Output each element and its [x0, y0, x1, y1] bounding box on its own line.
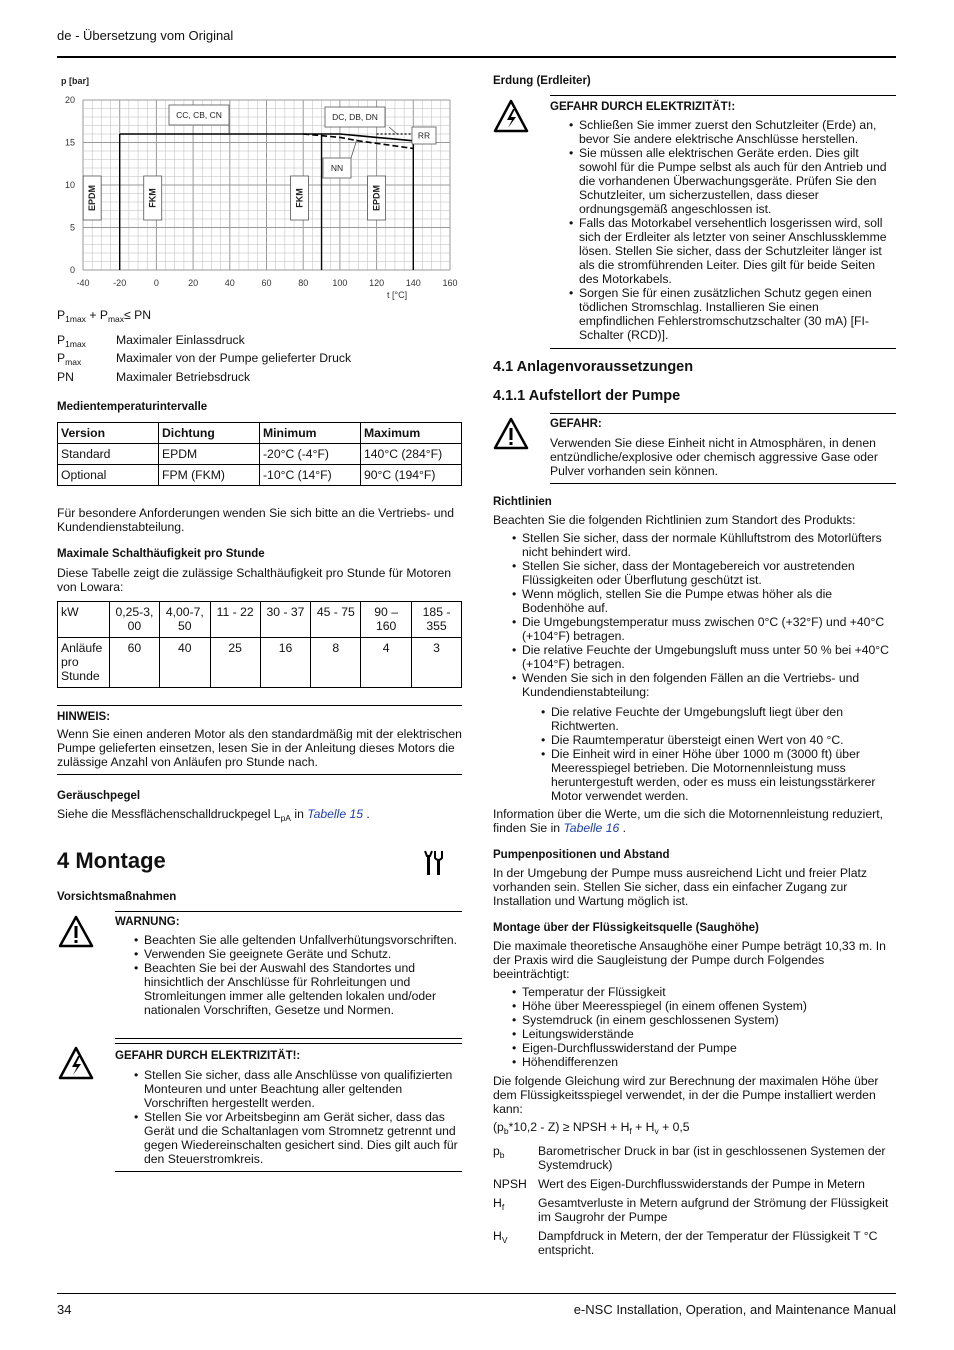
region-text: EPDM [371, 184, 382, 212]
definition-symbol-text: p [493, 1144, 500, 1158]
hinweis-rule-bottom [57, 774, 462, 775]
guide-item: • Die relative Feuchte der Umgebungsluft muss unter 50 % bei +40°C (+104°F) betragen. [512, 643, 896, 671]
legend-symbol [57, 333, 86, 347]
gefahr-text: Verwenden Sie diese Einheit nicht in Atmosphären, in denen entzündliche/explosive oder chemisch aggressive Gase oder Pulver vorhanden sein können. [550, 436, 878, 478]
table-cell: EPDM [159, 444, 260, 465]
media-title: Medientemperaturintervalle [57, 401, 208, 413]
legend-symbol-text: P [57, 333, 66, 347]
table-cell: 90°C (194°F) [361, 465, 462, 486]
table-row [58, 465, 462, 486]
table-cell: 60 [109, 638, 159, 688]
suction-list [512, 985, 896, 1069]
x-tick-label: 20 [188, 278, 199, 288]
curve-label: RR [417, 130, 431, 141]
definition-symbol-text: NPSH [493, 1177, 527, 1191]
definition-desc: Wert des Eigen-Durchflusswiderstands der Pumpe in Metern [538, 1177, 865, 1191]
definition-desc: Gesamtverluste in Metern aufgrund der Strömung der Flüssigkeit im Saugrohr der Pumpe [538, 1196, 889, 1224]
table-header-row [58, 423, 462, 444]
legend-symbol-sub: 1max [65, 339, 86, 349]
elec-rule-bottom [115, 1171, 462, 1172]
legend-symbol-text: PN [57, 370, 74, 384]
x-tick-label: -20 [113, 278, 127, 288]
earth-list [569, 118, 896, 342]
hinweis-title: HINWEIS: [57, 711, 111, 723]
footer-rule [57, 1293, 896, 1294]
table-row-label: Anläufe pro Stunde [58, 638, 110, 688]
x-tick-label: 140 [405, 278, 421, 288]
earth-title: Erdung (Erdleiter) [493, 75, 591, 87]
media-table [57, 422, 462, 486]
heading-4-1-1: 4.1.1 Aufstellort der Pumpe [493, 388, 681, 404]
hinweis-rule-top [57, 705, 462, 706]
tools-icon [424, 850, 444, 876]
warning-rule-top [115, 911, 462, 912]
table-cell: -20°C (-4°F) [260, 444, 361, 465]
guide-item: • Wenn möglich, stellen Sie die Pumpe etwas höher als die Bodenhöhe auf. [512, 587, 896, 615]
legend-desc: Maximaler Betriebsdruck [116, 370, 251, 384]
pressure-temperature-chart [57, 72, 462, 304]
suction-item: • Temperatur der Flüssigkeit [512, 985, 896, 999]
table-header-row [58, 602, 462, 638]
legend-symbol [57, 370, 74, 384]
noise-text: Siehe die Messflächenschalldruckpegel $L_{pA}$ in Tabelle 15 . [57, 807, 370, 823]
table-header-cell: Minimum [260, 423, 361, 444]
x-tick-label: 0 [153, 278, 159, 288]
elec-item: • Stellen Sie sicher, dass alle Anschlüsse von qualifizierten Monteuren und unter Beachtung aller geltenden Vorschriften hergestellt werden. [134, 1068, 462, 1110]
pressure-formula: $P_{1max} + P_{max}\le$ PN [57, 308, 152, 324]
pos-text: In der Umgebung der Pumpe muss ausreichend Licht und freier Platz vorhanden sein. Stellen Sie sicher, dass ein einfacher Zugang zur Installation und Wartung möglich ist. [493, 866, 867, 908]
earth-rule-top [550, 95, 896, 96]
region-label [83, 176, 101, 220]
guide-list [512, 531, 896, 699]
suction-text: Die maximale theoretische Ansaughöhe einer Pumpe beträgt 10,33 m. In der Praxis wird die Saugleistung der Pumpe durch Folgendes beeinträchtigt: [493, 939, 886, 981]
warning-triangle-icon [58, 915, 94, 948]
suction-item: • Leitungswiderstände [512, 1027, 896, 1041]
y-tick-label: 5 [69, 222, 75, 233]
region-text: EPDM [87, 184, 98, 212]
definition-desc: Barometrischer Druck in bar (ist in geschlossenen Systemen der Systemdruck) [538, 1144, 886, 1172]
x-tick-label: -40 [76, 278, 90, 288]
table-row [58, 638, 462, 688]
y-tick-label: 20 [64, 95, 75, 105]
suction-item: • Höhendifferenzen [512, 1055, 896, 1069]
legend-symbol-text: P [57, 351, 66, 365]
curve-leader [351, 139, 357, 158]
table-header-cell: Dichtung [159, 423, 260, 444]
legend-symbol [57, 351, 81, 365]
earth-item: • Sie müssen alle elektrischen Geräte erden. Dies gilt sowohl für die Pumpe selbst als auch für den Antrieb und die vorhandenen Überwachungsgeräte. Prüfen Sie den Schutzleiter, um sicherzustellen, dass dieser ordnungsgemäß angeschlossen ist. [569, 146, 896, 216]
x-tick-label: 160 [442, 278, 458, 288]
suction-item: • Höhe über Meeresspiegel (in einem offenen System) [512, 999, 896, 1013]
elec-item: • Stellen Sie vor Arbeitsbeginn am Gerät sicher, dass das Gerät und die Schaltanlagen vom Stromnetz getrennt und gegen Wiedereinschalten gesichert sind. Dies gilt auch für den Steuerstromkreis. [134, 1110, 462, 1166]
page-number: 34 [57, 1302, 72, 1317]
table-header-cell: 11 - 22 [210, 602, 260, 638]
table-cell: Standard [58, 444, 159, 465]
info-text: Information über die Werte, um die sich die Motornennleistung reduziert, finden Sie in Tabelle 16 . [493, 807, 883, 835]
y-tick-label: 10 [64, 180, 75, 190]
warning-title: WARNUNG: [115, 916, 180, 928]
warning-rule-bottom [115, 1038, 462, 1039]
guide-intro: Beachten Sie die folgenden Richtlinien zum Standort des Produkts: [493, 513, 856, 527]
hinweis-text: Wenn Sie einen anderen Motor als den standardmäßig mit der elektrischen Pumpe gelieferten einsetzen, lesen Sie in der Anleitung dieses Motors die zulässige Anzahl von Anläufen pro Stunde nach. [57, 727, 462, 769]
table-cell: 40 [159, 638, 210, 688]
region-label [144, 176, 162, 220]
definition-symbol-sub: b [499, 1150, 505, 1160]
table15-link[interactable]: Tabelle 15 [307, 807, 364, 821]
table-cell: 25 [210, 638, 260, 688]
y-tick-label: 15 [64, 137, 75, 148]
warning-item: • Beachten Sie bei der Auswahl des Standortes und hinsichtlich der Anschlüsse für Rohrleitungen und Stromleitungen immer alle geltenden lokalen und/oder nationalen Vorschriften, Gesetze und Normen. [134, 961, 462, 1017]
region-text: FKM [147, 188, 158, 208]
x-tick-label: 80 [298, 278, 309, 288]
pos-title: Pumpenpositionen und Abstand [493, 849, 670, 861]
table-header-cell: kW [58, 602, 110, 638]
suction-item: • Eigen-Durchflusswiderstand der Pumpe [512, 1041, 896, 1055]
switch-title: Maximale Schalthäufigkeit pro Stunde [57, 548, 265, 560]
earth-item: • Falls das Motorkabel versehentlich losgerissen wird, soll sich der Erdleiter als letzter von seiner Anschlussklemme lösen. Stellen Sie sicher, dass der Schutzleiter länger ist als die stromführenden Leiter. Dies gilt für beide Seiten des Motorkabels. [569, 216, 896, 286]
legend-desc: Maximaler von der Pumpe gelieferter Druck [116, 351, 352, 365]
heading-4-1: 4.1 Anlagenvoraussetzungen [493, 359, 694, 375]
table-cell: 140°C (284°F) [361, 444, 462, 465]
definition-symbol [493, 1196, 504, 1210]
header-rule [57, 56, 896, 58]
page-header: de - Übersetzung vom Original [57, 28, 234, 43]
legend-symbol-sub: max [65, 357, 82, 367]
table-header-cell: 45 - 75 [311, 602, 361, 638]
table-cell: FPM (FKM) [159, 465, 260, 486]
media-note: Für besondere Anforderungen wenden Sie sich bitte an die Vertriebs- und Kundendienstabteilung. [57, 506, 455, 534]
warning-triangle-icon [493, 417, 529, 450]
earth-item: • Schließen Sie immer zuerst den Schutzleiter (Erde) an, bevor Sie andere elektrische Anschlüsse herstellen. [569, 118, 896, 146]
electricity-triangle-icon [493, 99, 529, 133]
gefahr-rule-bottom [550, 483, 896, 484]
warning-item: • Verwenden Sie geeignete Geräte und Schutz. [134, 947, 462, 961]
definition-symbol-sub: V [501, 1235, 508, 1245]
curve-leader [389, 127, 397, 134]
guide-subitem: • Die Einheit wird in einer Höhe über 1000 m (3000 ft) über Meeresspiegel betrieben. Die Motornennleistung muss heruntergestuft werden, oder es muss ein leistungsstärkerer Motor verwendet werden. [541, 747, 896, 803]
elec-title: GEFAHR DURCH ELEKTRIZITÄT!: [115, 1050, 301, 1062]
table-cell: -10°C (14°F) [260, 465, 361, 486]
warning-list [134, 933, 462, 1017]
equation: $(p_b*10,2 - Z)$ ≥ NPSH + $H_f + H_v + 0,5$ [493, 1120, 690, 1136]
guide-subitem: • Die relative Feuchte der Umgebungsluft liegt über den Richtwerten. [541, 705, 896, 733]
definition-symbol-text: H [493, 1229, 502, 1243]
region-label [368, 176, 386, 220]
gefahr-rule-top [550, 413, 896, 414]
table-header-cell: 185 - 355 [412, 602, 462, 638]
table16-link[interactable]: Tabelle 16 [563, 821, 620, 835]
guide-item: • Stellen Sie sicher, dass der normale Kühlluftstrom des Motorlüfters nicht behindert wird. [512, 531, 896, 559]
definition-symbol-sub: f [501, 1202, 505, 1212]
chart-ylabel: p [bar] [61, 76, 89, 86]
table-cell: 8 [311, 638, 361, 688]
table-header-cell: Version [58, 423, 159, 444]
table-cell: Optional [58, 465, 159, 486]
guide-item: • Wenden Sie sich in den folgenden Fällen an die Vertriebs- und Kundendienstabteilung: [512, 671, 896, 699]
definition-desc: Dampfdruck in Metern, der der Temperatur der Flüssigkeit T °C entspricht. [538, 1229, 878, 1257]
noise-title: Geräuschpegel [57, 790, 141, 802]
warning-item: • Beachten Sie alle geltenden Unfallverhütungsvorschriften. [134, 933, 462, 947]
electricity-triangle-icon [58, 1046, 94, 1080]
table-header-cell: 0,25-3, 00 [109, 602, 159, 638]
guide-item: • Stellen Sie sicher, dass der Montagebereich vor austretenden Flüssigkeiten oder Überflutung geschützt ist. [512, 559, 896, 587]
curve-label: DC, DB, DN [332, 112, 378, 122]
table-header-cell: 4,00-7, 50 [159, 602, 210, 638]
earth-rule-bottom [550, 348, 896, 349]
table-cell: 4 [361, 638, 412, 688]
table-header-cell: Maximum [361, 423, 462, 444]
equation-intro: Die folgende Gleichung wird zur Berechnung der maximalen Höhe über dem Flüssigkeitsspiegel verwendet, in der die Pumpe installiert werden kann: [493, 1074, 879, 1116]
gefahr-title: GEFAHR: [550, 418, 602, 430]
switch-table [57, 601, 462, 688]
table-header-cell: 90 – 160 [361, 602, 412, 638]
table-cell: 3 [412, 638, 462, 688]
suction-title: Montage über der Flüssigkeitsquelle (Saughöhe) [493, 922, 759, 934]
earth-danger-title: GEFAHR DURCH ELEKTRIZITÄT!: [550, 101, 736, 113]
table-cell: 16 [260, 638, 311, 688]
table-header-cell: 30 - 37 [260, 602, 311, 638]
guide-sublist [541, 705, 896, 803]
table-row [58, 444, 462, 465]
definition-symbol [493, 1229, 507, 1243]
x-tick-label: 40 [224, 278, 235, 288]
section-title: 4 Montage [57, 848, 166, 873]
elec-rule-top [115, 1043, 462, 1044]
definition-symbol [493, 1144, 505, 1158]
x-tick-label: 100 [332, 278, 348, 288]
switch-text: Diese Tabelle zeigt die zulässige Schalthäufigkeit pro Stunde für Motoren von Lowara: [57, 566, 452, 594]
x-tick-label: 120 [369, 278, 385, 288]
curve-label: NN [330, 163, 344, 173]
region-label [291, 176, 309, 220]
precautions-title: Vorsichtsmaßnahmen [57, 891, 177, 903]
guide-item: • Die Umgebungstemperatur muss zwischen 0°C (+32°F) und +40°C (+104°F) betragen. [512, 615, 896, 643]
manual-title: e-NSC Installation, Operation, and Maintenance Manual [573, 1302, 896, 1317]
region-text: FKM [294, 188, 305, 208]
definition-symbol [493, 1177, 527, 1191]
guide-title: Richtlinien [493, 496, 552, 508]
curve-label: CC, CB, CN [176, 110, 222, 120]
definition-symbol-text: H [493, 1196, 502, 1210]
y-tick-label: 0 [69, 265, 75, 275]
earth-item: • Sorgen Sie für einen zusätzlichen Schutz gegen einen tödlichen Stromschlag. Installieren Sie einen empfindlichen Fehlerstromschutzschalter (30 mA) [FI-Schalter (RCD)]. [569, 286, 896, 342]
suction-item: • Systemdruck (in einem geschlossenen System) [512, 1013, 896, 1027]
legend-desc: Maximaler Einlassdruck [116, 333, 245, 347]
chart-xlabel: t [°C] [387, 290, 408, 300]
guide-subitem: • Die Raumtemperatur übersteigt einen Wert von 40 °C. [541, 733, 896, 747]
x-tick-label: 60 [261, 278, 272, 288]
elec-list [134, 1068, 462, 1166]
